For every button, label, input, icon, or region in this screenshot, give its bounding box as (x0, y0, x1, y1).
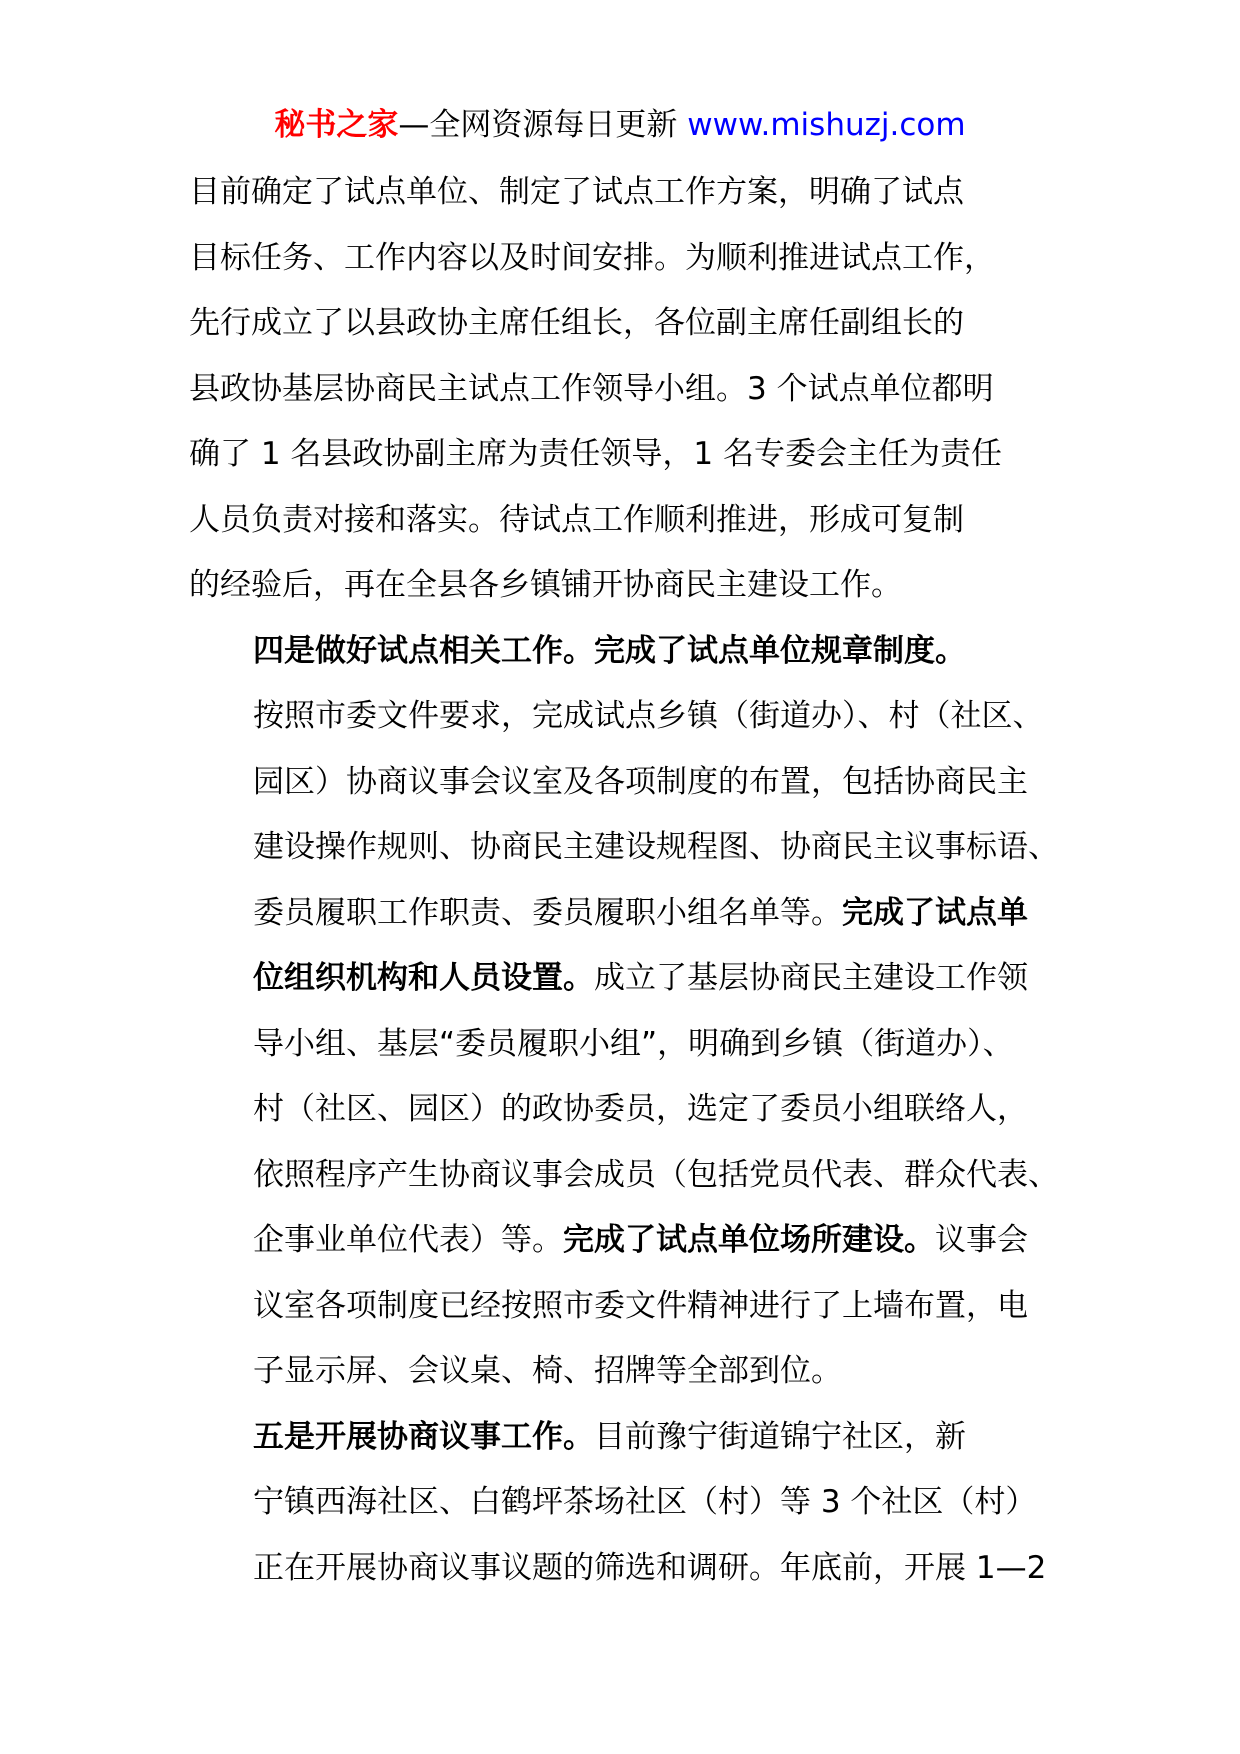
body-text: 的经验后，再在全县各乡镇铺开协商民主建设工作。 (189, 567, 902, 603)
body-text: 企事业单位代表）等。 (253, 1222, 563, 1258)
bold-text: 完成了试点单 (842, 894, 1028, 931)
text-line (189, 1274, 1069, 1340)
body-text: 议室各项制度已经按照市委文件精神进行了上墙布置，电 (253, 1287, 1028, 1324)
text-line (189, 619, 1069, 685)
text-line (189, 357, 1069, 423)
paragraph (189, 1405, 1069, 1602)
bold-text: 位组织机构和人员设置。 (253, 960, 594, 996)
text-line (189, 488, 1069, 554)
body-text: 目前豫宁街道锦宁社区，新 (594, 1418, 966, 1455)
body-text: 子显示屏、会议桌、椅、招牌等全部到位。 (253, 1353, 842, 1389)
body-text: 确了 1 名县政协副主席为责任领导，1 名专委会主任为责任 (189, 436, 1003, 472)
header-tagline: —全网资源每日更新 (398, 107, 688, 143)
text-line (189, 1143, 1069, 1209)
text-line (189, 1208, 1069, 1274)
body-text: 成立了基层协商民主建设工作领 (594, 960, 1028, 996)
text-line (189, 881, 1069, 947)
text-line (189, 1405, 1069, 1471)
brand-name: 秘书之家 (274, 107, 399, 143)
text-line (189, 750, 1069, 816)
body-text: 议事会 (935, 1222, 1028, 1258)
paragraph (189, 619, 1069, 1405)
bold-text: 完成了试点单位场所建设。 (563, 1222, 935, 1258)
body-text: 正在开展协商议事议题的筛选和调研。年底前，开展 1—2 (253, 1549, 1047, 1586)
text-line (189, 1536, 1069, 1602)
text-line (189, 684, 1069, 750)
text-line (189, 1077, 1069, 1143)
text-line (189, 815, 1069, 881)
body-text: 园区）协商议事会议室及各项制度的布置，包括协商民主 (253, 763, 1028, 800)
text-line (189, 1470, 1069, 1536)
text-line (189, 1012, 1069, 1078)
body-text: 目标任务、工作内容以及时间安排。为顺利推进试点工作， (189, 239, 995, 276)
body-text: 村（社区、园区）的政协委员，选定了委员小组联络人， (253, 1091, 1028, 1127)
body-text: 委员履职工作职责、委员履职小组名单等。 (253, 894, 842, 931)
body-text: 先行成立了以县政协主席任组长，各位副主席任副组长的 (189, 305, 964, 341)
body-text: 按照市委文件要求，完成试点乡镇（街道办）、村（社区、 (253, 698, 1044, 734)
body-text: 依照程序产生协商议事会成员（包括党员代表、群众代表、 (253, 1156, 1059, 1193)
site-url: www.mishuzj.com (687, 107, 966, 143)
text-line (189, 946, 1069, 1012)
body-text: 导小组、基层“委员履职小组”，明确到乡镇（街道办）、 (253, 1025, 1014, 1062)
bold-text: 四是做好试点相关工作。完成了试点单位规章制度。 (253, 632, 966, 669)
body-text: 县政协基层协商民主试点工作领导小组。3 个试点单位都明 (189, 370, 994, 407)
body-text: 人员负责对接和落实。待试点工作顺利推进，形成可复制 (189, 501, 964, 538)
body-text: 建设操作规则、协商民主建设规程图、协商民主议事标语、 (253, 829, 1059, 865)
text-line (189, 1339, 1069, 1405)
page-header (0, 100, 1240, 150)
paragraph (189, 160, 1069, 619)
text-line (189, 226, 1069, 292)
document-body (189, 160, 1069, 1601)
text-line (189, 553, 1069, 619)
text-line (189, 291, 1069, 357)
text-line (189, 160, 1069, 226)
text-line (189, 422, 1069, 488)
bold-text: 五是开展协商议事工作。 (253, 1418, 594, 1455)
body-text: 目前确定了试点单位、制定了试点工作方案，明确了试点 (189, 174, 964, 210)
body-text: 宁镇西海社区、白鹤坪茶场社区（村）等 3 个社区（村） (253, 1484, 1037, 1520)
